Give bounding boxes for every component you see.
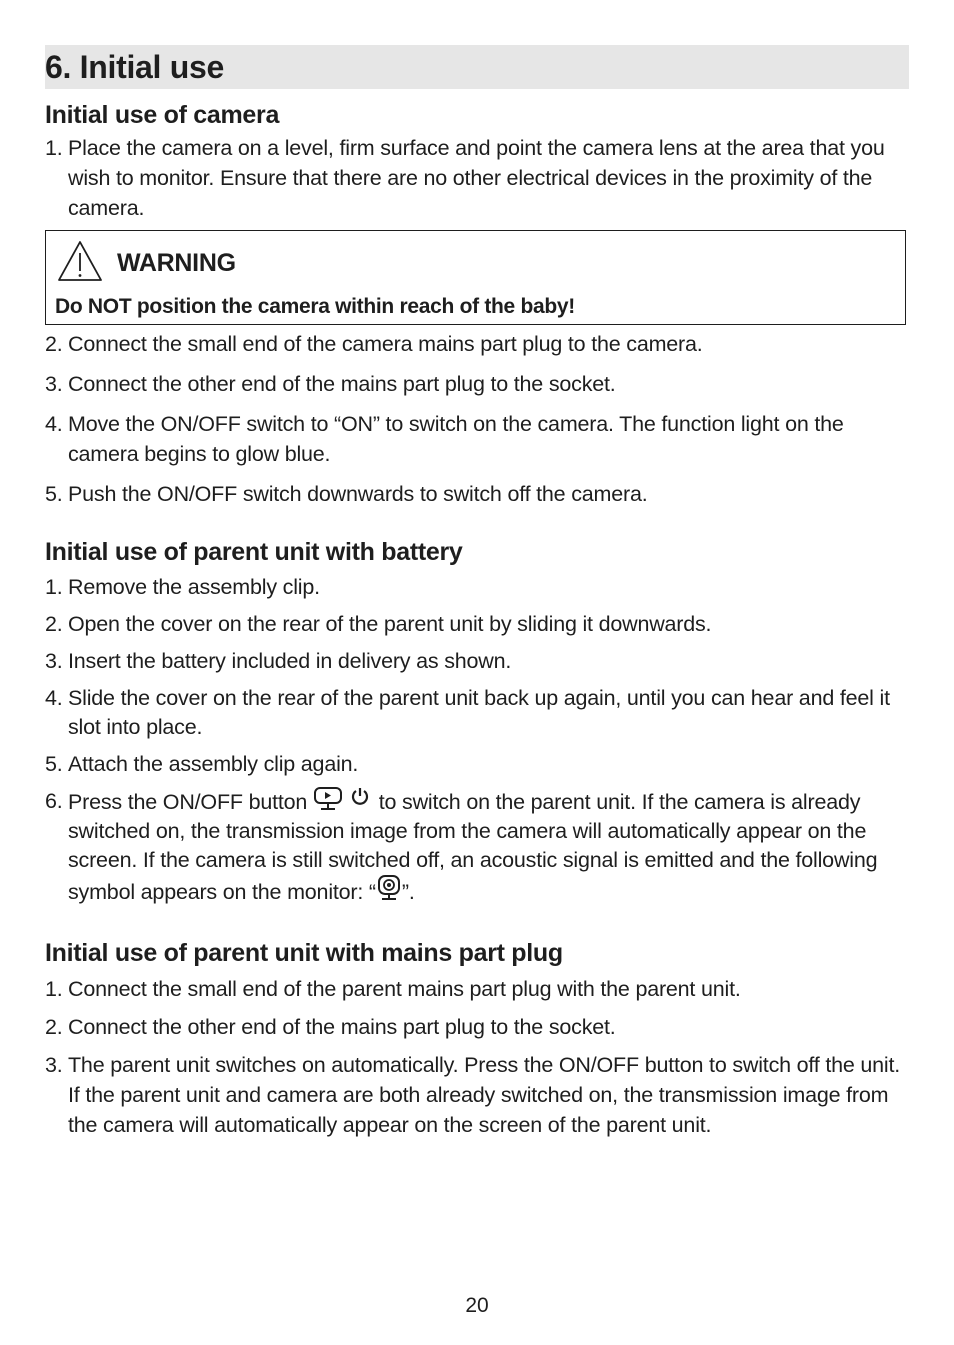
- step-number: 3.: [45, 649, 63, 673]
- heading-battery: Initial use of parent unit with battery: [45, 538, 463, 566]
- section-title-bar: [45, 45, 909, 89]
- warning-triangle-icon: [56, 239, 104, 283]
- list-item: [45, 133, 909, 223]
- list-item: [45, 750, 909, 779]
- list-item: [45, 647, 909, 676]
- step-text: Connect the other end of the mains part plug to the socket.: [68, 372, 616, 396]
- list-item: [45, 1012, 909, 1042]
- list-item: [45, 684, 909, 742]
- step-number: 2.: [45, 1015, 63, 1039]
- step-text: Remove the assembly clip.: [68, 575, 320, 599]
- step-number: 3.: [45, 372, 63, 396]
- step-text: Connect the small end of the camera mains part plug to the camera.: [68, 332, 703, 356]
- step-number: 5.: [45, 752, 63, 776]
- camera-steps-list-continued: [45, 329, 909, 509]
- camera-steps-list: [45, 133, 909, 223]
- step-text: Place the camera on a level, firm surface and point the camera lens at the area that you wish to monitor. Ensure that there are no other electrical devices in the proximity of the camera.: [68, 136, 885, 220]
- step-number: 1.: [45, 977, 63, 1001]
- step-number: 4.: [45, 412, 63, 436]
- step-number: 6.: [45, 789, 63, 813]
- page-title: 6. Initial use: [45, 49, 224, 85]
- step-text: Push the ON/OFF switch downwards to switch off the camera.: [68, 482, 648, 506]
- monitor-power-icon: [313, 787, 373, 811]
- warning-title: WARNING: [117, 249, 236, 277]
- step-text: Open the cover on the rear of the parent unit by sliding it downwards.: [68, 612, 712, 636]
- list-item: [45, 974, 909, 1004]
- step-number: 2.: [45, 612, 63, 636]
- step-text: Attach the assembly clip again.: [68, 752, 359, 776]
- step-text-a: Press the ON/OFF button: [68, 790, 313, 814]
- step-text-b: to switch on the parent unit. If the camera is already switched on, the transmission image from the camera will automatically appear on the screen. If the camera is still switched off, an acoustic signal is emitted and the following symbol appears on the monitor: “: [68, 790, 878, 904]
- list-item: [45, 409, 909, 469]
- mains-steps-list: [45, 974, 909, 1140]
- page-content: [45, 45, 909, 1140]
- step-number: 1.: [45, 136, 63, 160]
- list-item: [45, 479, 909, 509]
- heading-camera: Initial use of camera: [45, 101, 280, 129]
- warning-text: Do NOT position the camera within reach of the baby!: [55, 295, 575, 318]
- list-item: [45, 1050, 909, 1140]
- list-item: [45, 329, 909, 359]
- battery-steps-list: [45, 573, 909, 907]
- list-item: [45, 787, 909, 907]
- step-text: Connect the other end of the mains part plug to the socket.: [68, 1015, 616, 1039]
- step-text-c: ”.: [401, 880, 415, 904]
- page-number: 20: [465, 1294, 489, 1317]
- step-text: Move the ON/OFF switch to “ON” to switch on the camera. The function light on the camera begins to glow blue.: [68, 412, 844, 466]
- list-item: [45, 369, 909, 399]
- step-text: Slide the cover on the rear of the parent unit back up again, until you can hear and feel it slot into place.: [68, 686, 890, 739]
- warning-box: [45, 230, 906, 325]
- step-text: Connect the small end of the parent mains part plug with the parent unit.: [68, 977, 741, 1001]
- list-item: [45, 610, 909, 639]
- step-number: 3.: [45, 1053, 63, 1077]
- camera-symbol-icon: [376, 875, 402, 901]
- heading-mains: Initial use of parent unit with mains part plug: [45, 939, 563, 967]
- step-number: 5.: [45, 482, 63, 506]
- step-text: The parent unit switches on automatically. Press the ON/OFF button to switch off the unit. If the parent unit and camera are both already switched on, the transmission image from the camera will automatically appear on the screen of the parent unit.: [68, 1053, 901, 1137]
- list-item: [45, 573, 909, 602]
- step-number: 1.: [45, 575, 63, 599]
- step-number: 2.: [45, 332, 63, 356]
- step-text: Insert the battery included in delivery as shown.: [68, 649, 512, 673]
- step-number: 4.: [45, 686, 63, 710]
